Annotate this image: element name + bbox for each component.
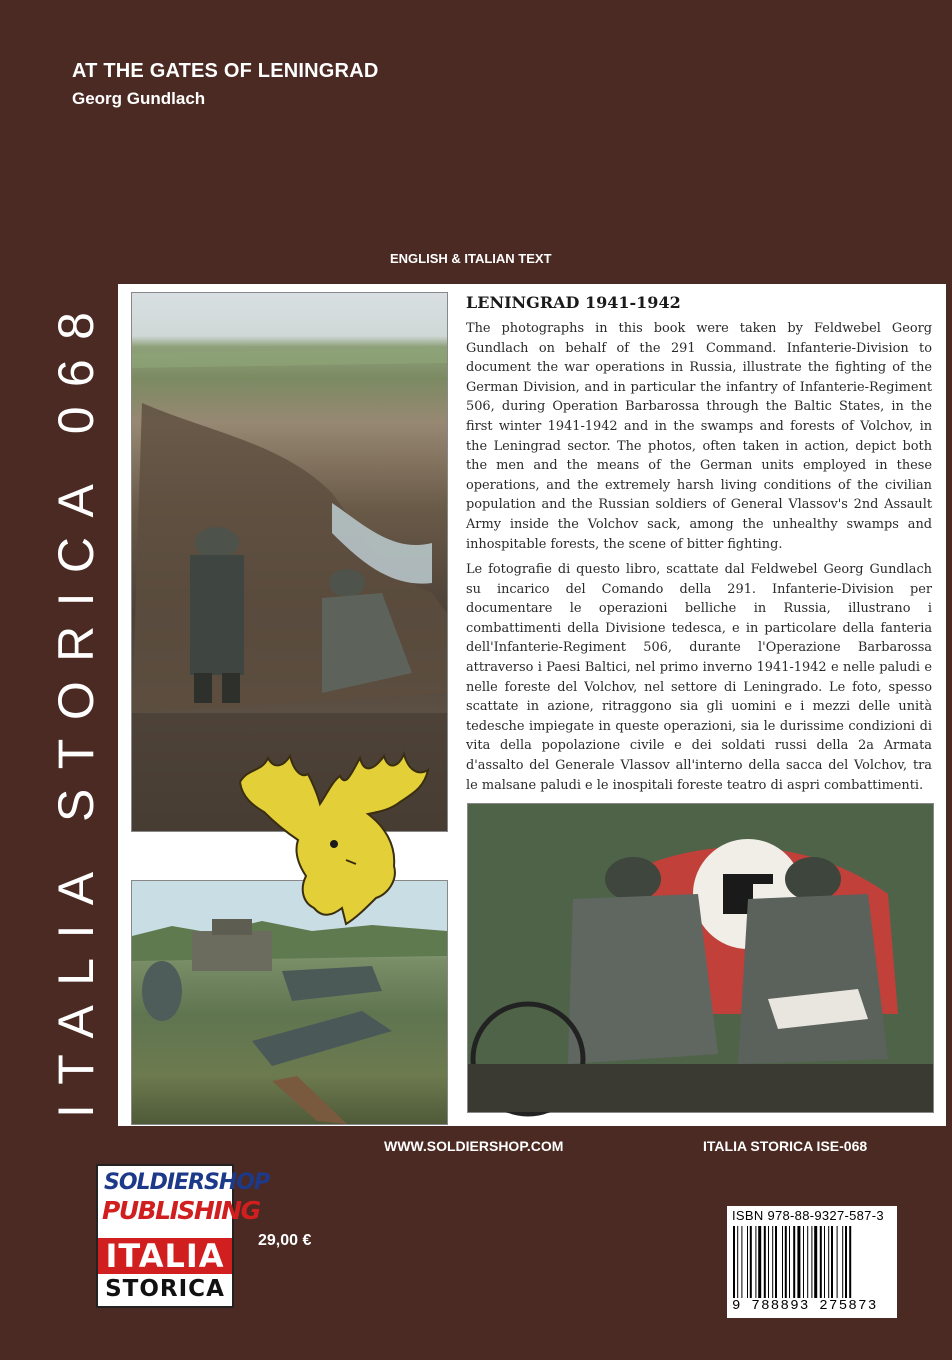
barcode-bar (828, 1226, 829, 1298)
description-italian: Le fotografie di questo libro, scattate dal Feldwebel Georg Gundlach su incarico del Comando della 291. Infanterie-Division per documentare le operazioni belliche in Russia, illustrano i combattimenti della Divisione tedesca, e in particolare della fanteria dell'Infanterie-Regiment 506, durante l'Operazione Barbarossa attraverso i Paesi Baltici, nel primo inverno 1941-1942 e nelle paludi e nelle foreste del Volchov, nel settore di Leningrado. Le foto, spesso scattate in azione, ritraggono sia gli uomini e i mezzi delle unità tedesche impiegate in queste operazioni, sia le durissime condizioni di vita della popolazione civile e dei soldati russi della 2a Armata d'assalto del Generale Vlassov all'interno della sacca del Volchov, tra le malsane paludi e le inospitali foreste teatro di aspri combattimenti. (466, 562, 932, 793)
barcode-bar (820, 1226, 822, 1298)
barcode-bar (803, 1226, 804, 1298)
barcode-bar (842, 1226, 843, 1298)
isbn-label: ISBN 978-88-9327-587-3 (732, 1208, 884, 1223)
barcode-bar (747, 1226, 748, 1298)
barcode-bar (755, 1226, 756, 1298)
photo-sidecar-illustration (468, 804, 933, 1112)
logo-line-publishing: PUBLISHING (102, 1196, 260, 1225)
barcode-bar (764, 1226, 766, 1298)
photo-soldiers-reading-map (467, 803, 934, 1113)
barcode-bar (807, 1226, 808, 1298)
barcode-bar (793, 1226, 795, 1298)
barcode-bar (785, 1226, 787, 1298)
barcode-bar (797, 1226, 800, 1298)
barcode-bar (741, 1226, 742, 1298)
barcode-bar (811, 1226, 812, 1298)
barcode-bar (768, 1226, 769, 1298)
language-note: ENGLISH & ITALIAN TEXT (390, 251, 552, 266)
logo-line-soldiershop: SOLDIERSHOP (104, 1170, 270, 1195)
barcode-bar (789, 1226, 790, 1298)
description-english: The photographs in this book were taken by Feldwebel Georg Gundlach on behalf of the 291 Command. Infanterie-Division to document the war operations in Russia, illustrate the fighting of the German Division, and in particular the infantry of Infanterie-Regiment 506, during Operation Barbarossa through the Baltic States, in the first winter 1941-1942 and in the swamps and forests of Volchov, in the Leningrad sector. The photos, often taken in action, depict both the men and the means of the German units employed in these operations, and the extremely harsh living conditions of the civilian population and the Russian soldiers of General Vlassov's 2nd Assault Army inside the Volchov sack, among the unhealthy swamps and inhospitable forests, the scene of bitter fighting. (466, 321, 932, 552)
barcode-bars-icon (733, 1226, 891, 1298)
barcode-digits: 9 788893 275873 (732, 1298, 878, 1314)
barcode-bar (831, 1226, 833, 1298)
barcode-bar (849, 1226, 851, 1298)
book-title: AT THE GATES OF LENINGRAD (72, 60, 379, 82)
barcode-bar (772, 1226, 773, 1298)
isbn-barcode (727, 1206, 897, 1318)
barcode-bar (814, 1226, 817, 1298)
barcode-bar (733, 1226, 735, 1298)
barcode-bar (824, 1226, 825, 1298)
publisher-logo (96, 1164, 270, 1308)
book-author: Georg Gundlach (72, 89, 206, 108)
barcode-bar (837, 1226, 838, 1298)
barcode-bar (737, 1226, 738, 1298)
moose-emblem-icon (228, 748, 442, 924)
series-code: ITALIA STORICA ISE-068 (703, 1138, 868, 1154)
barcode-bar (845, 1226, 847, 1298)
barcode-bar (782, 1226, 783, 1298)
barcode-bar (775, 1226, 777, 1298)
barcode-bar (750, 1226, 752, 1298)
barcode-bar (758, 1226, 761, 1298)
logo-line-italia: ITALIA (98, 1238, 232, 1274)
price: 29,00 € (258, 1232, 312, 1249)
section-heading: LENINGRAD 1941-1942 (466, 293, 681, 312)
spine-series-title: ITALIA STORICA 068 (48, 292, 104, 1118)
publisher-website[interactable]: WWW.SOLDIERSHOP.COM (384, 1138, 564, 1154)
logo-line-storica: STORICA (105, 1276, 225, 1302)
